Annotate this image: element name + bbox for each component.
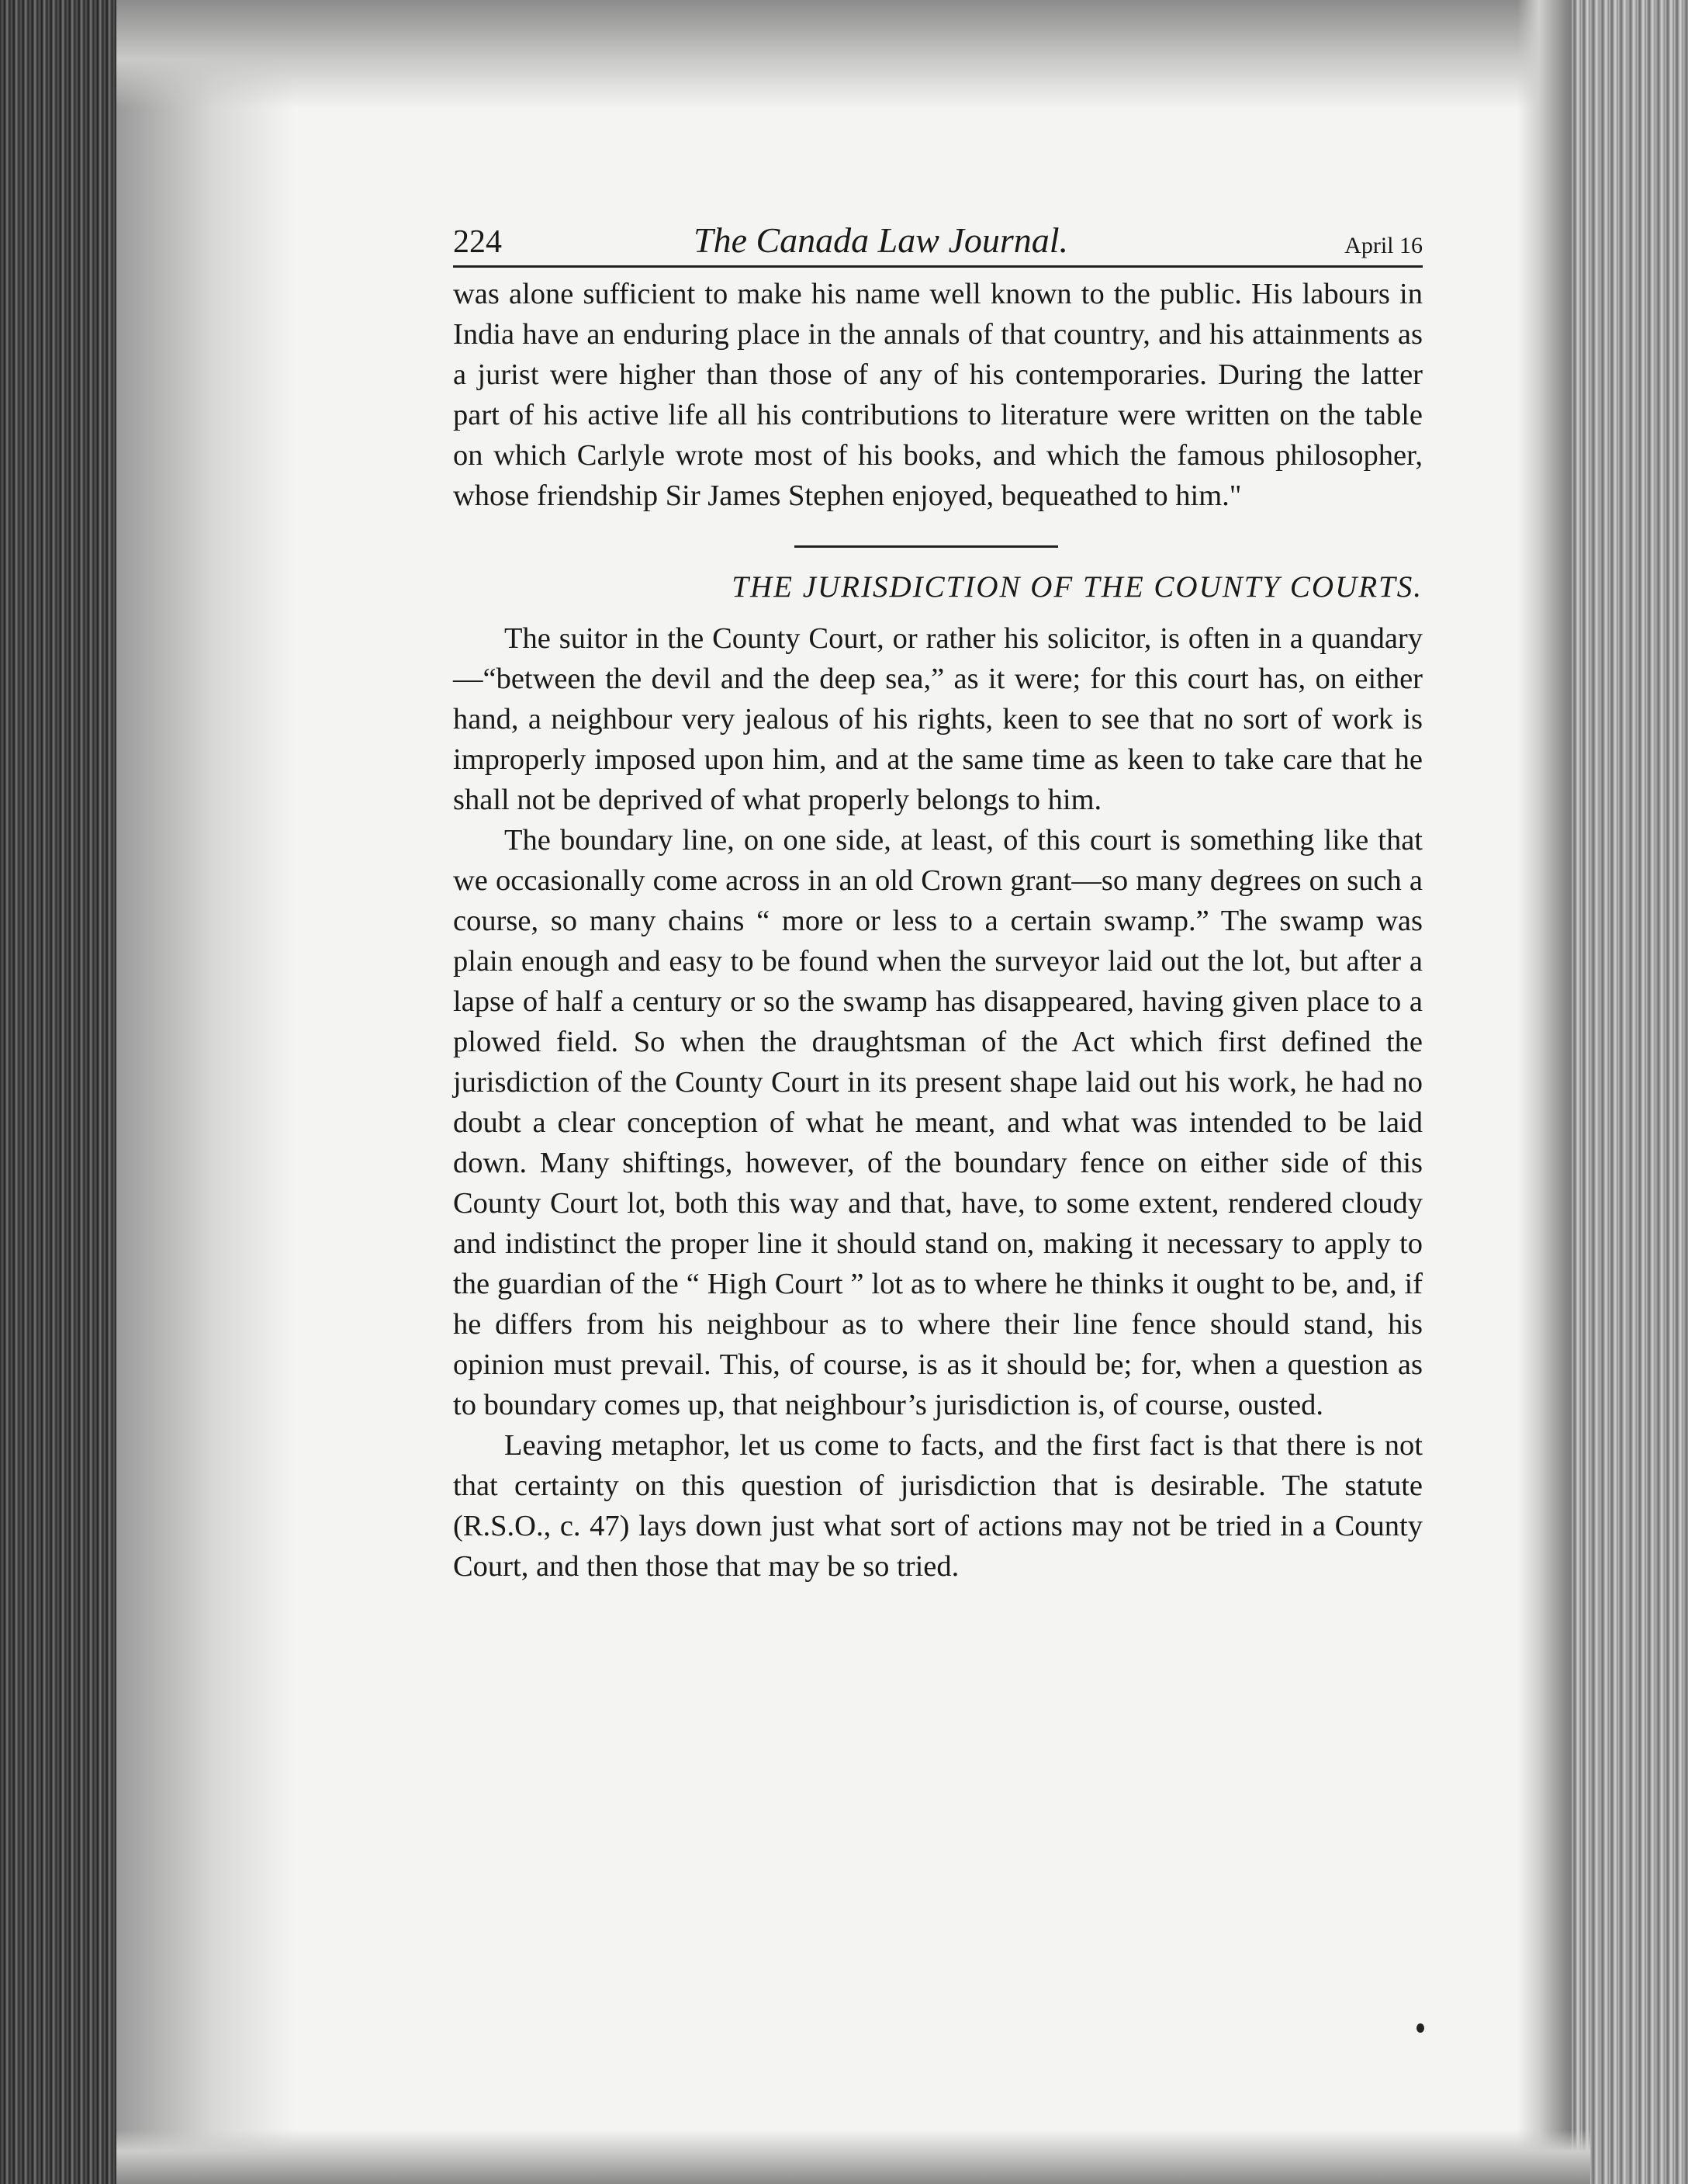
page-number: 224: [453, 224, 502, 260]
section-divider: [794, 545, 1058, 548]
scan-border-top: [116, 0, 1590, 109]
issue-date: April 16: [1344, 233, 1423, 258]
running-head: [453, 217, 1423, 268]
scan-shadow-right: [1517, 0, 1572, 2184]
body-paragraph: The suitor in the County Court, or rather his solicitor, is often in a quandary—“between the devil and the deep sea,” as it were; for this court has, on either hand, a neighbour very jealous of his rights, keen to see that no sort of work is improperly imposed upon him, and at the same time as keen to take care that he shall not be deprived of what properly belongs to him.: [453, 622, 1423, 816]
section-title: THE JURISDICTION OF THE COUNTY COURTS.: [732, 570, 1423, 604]
journal-title: The Canada Law Journal.: [694, 220, 1069, 260]
scan-border-right: [1572, 0, 1688, 2184]
scan-shadow-left: [116, 0, 295, 2184]
scan-border-bottom: [116, 2130, 1590, 2184]
ink-speck: [1416, 2023, 1424, 2033]
journal-page: [453, 217, 1423, 1587]
scan-border-left: [0, 0, 116, 2184]
continuation-paragraph: was alone sufficient to make his name well known to the public. His labours in India have an enduring place in the annals of that country, and his attainments as a jurist were higher than those of any of his contemporaries. During the latter part of his active life all his contributions to literature were written on the table on which Carlyle wrote most of his books, and which the famous philosopher, whose friendship Sir James Stephen enjoyed, bequeathed to him.": [453, 278, 1423, 512]
body-paragraph: Leaving metaphor, let us come to facts, and the first fact is that there is not that certainty on this question of jurisdiction that is desirable. The statute (R.S.O., c. 47) lays down just what sort of actions may not be tried in a County Court, and then those that may be so tried.: [453, 1429, 1423, 1583]
body-paragraph: The boundary line, on one side, at least, of this court is something like that we occasionally come across in an old Crown grant—so many degrees on such a course, so many chains “ more or less to a certain swamp.” The swamp was plain enough and easy to be found when the surveyor laid out the lot, but after a lapse of half a century or so the swamp has disappeared, having given place to a plowed field. So when the draughtsman of the Act which first defined the jurisdiction of the County Court in its present shape laid out his work, he had no doubt a clear conception of what he meant, and what was intended to be laid down. Many shiftings, however, of the boundary fence on either side of this County Court lot, both this way and that, have, to some extent, rendered cloudy and indistinct the proper line it should stand on, making it necessary to apply to the guardian of the “ High Court ” lot as to where he thinks it ought to be, and, if he differs from his neighbour as to where their line fence should stand, his opinion must prevail. This, of course, is as it should be; for, when a question as to boundary comes up, that neighbour’s jurisdiction is, of course, ousted.: [453, 824, 1423, 1421]
